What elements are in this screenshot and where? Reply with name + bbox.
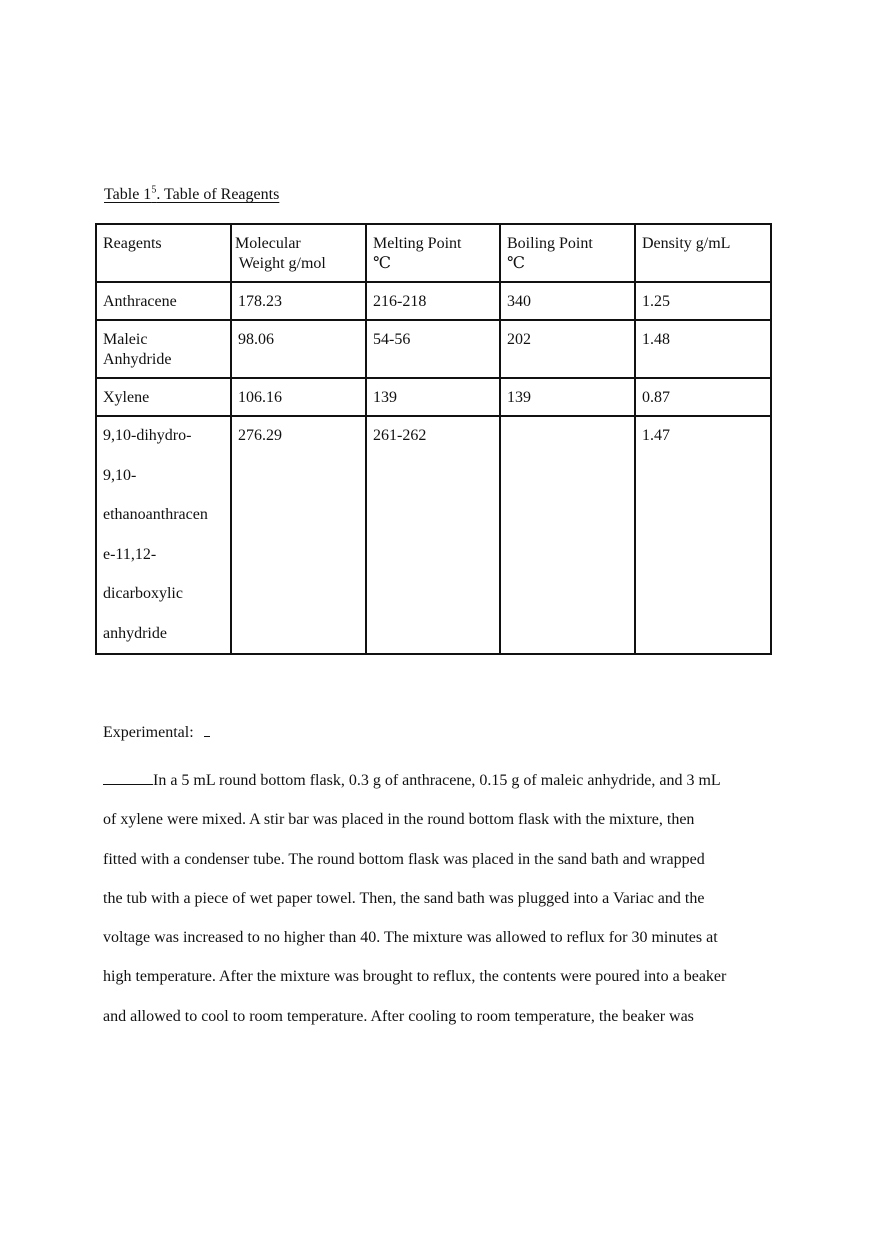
cell-melting-point: 261-262 xyxy=(366,416,500,654)
paragraph-line: In a 5 mL round bottom flask, 0.3 g of anthracene, 0.15 g of maleic anhydride, and 3 mL xyxy=(103,761,783,800)
experimental-paragraph xyxy=(103,761,783,1036)
cell-density: 1.48 xyxy=(635,320,771,378)
paragraph-line: the tub with a piece of wet paper towel. Then, the sand bath was plugged into a Variac and the xyxy=(103,889,705,907)
cell-density: 1.25 xyxy=(635,282,771,320)
header-molecular-weight: Molecular Weight g/mol xyxy=(231,224,366,282)
table-row xyxy=(96,282,771,320)
cell-molecular-weight: 98.06 xyxy=(231,320,366,378)
indent-rule xyxy=(103,770,153,785)
cell-reagent-name: Anthracene xyxy=(96,282,231,320)
paragraph-line: voltage was increased to no higher than 40. The mixture was allowed to reflux for 30 minutes at xyxy=(103,929,718,947)
table-row xyxy=(96,378,771,416)
cell-density: 1.47 xyxy=(635,416,771,654)
caption-prefix: Table 1 xyxy=(104,186,152,203)
cell-molecular-weight: 178.23 xyxy=(231,282,366,320)
cell-molecular-weight: 276.29 xyxy=(231,416,366,654)
cell-molecular-weight: 106.16 xyxy=(231,378,366,416)
paragraph-line: and allowed to cool to room temperature. After cooling to room temperature, the beaker was xyxy=(103,1007,694,1025)
paragraph-line: fitted with a condenser tube. The round bottom flask was placed in the sand bath and wrapped xyxy=(103,850,705,868)
reagents-table xyxy=(95,223,772,655)
cell-boiling-point: 340 xyxy=(500,282,635,320)
cell-reagent-name: Xylene xyxy=(96,378,231,416)
table-row xyxy=(96,416,771,654)
header-melting-point: Melting Point ℃ xyxy=(366,224,500,282)
cell-reagent-name: 9,10-dihydro- 9,10- ethanoanthracen e-11,12- dicarboxylic anhydride xyxy=(96,416,231,654)
caption-superscript: 5 xyxy=(151,184,157,196)
header-reagents: Reagents xyxy=(96,224,231,282)
header-density: Density g/mL xyxy=(635,224,771,282)
cell-melting-point: 139 xyxy=(366,378,500,416)
cell-density: 0.87 xyxy=(635,378,771,416)
cell-melting-point: 54-56 xyxy=(366,320,500,378)
header-boiling-point: Boiling Point ℃ xyxy=(500,224,635,282)
paragraph-line: high temperature. After the mixture was brought to reflux, the contents were poured into a beaker xyxy=(103,968,727,986)
cell-boiling-point: 202 xyxy=(500,320,635,378)
experimental-heading: Experimental: xyxy=(103,722,210,743)
cell-reagent-name: Maleic Anhydride xyxy=(96,320,231,378)
table-row xyxy=(96,320,771,378)
cell-melting-point: 216-218 xyxy=(366,282,500,320)
table-caption xyxy=(104,185,291,205)
table-header-row xyxy=(96,224,771,282)
caption-suffix: . Table of Reagents xyxy=(156,186,280,203)
paragraph-line: of xylene were mixed. A stir bar was placed in the round bottom flask with the mixture, then xyxy=(103,811,695,829)
cell-boiling-point xyxy=(500,416,635,654)
cell-boiling-point: 139 xyxy=(500,378,635,416)
